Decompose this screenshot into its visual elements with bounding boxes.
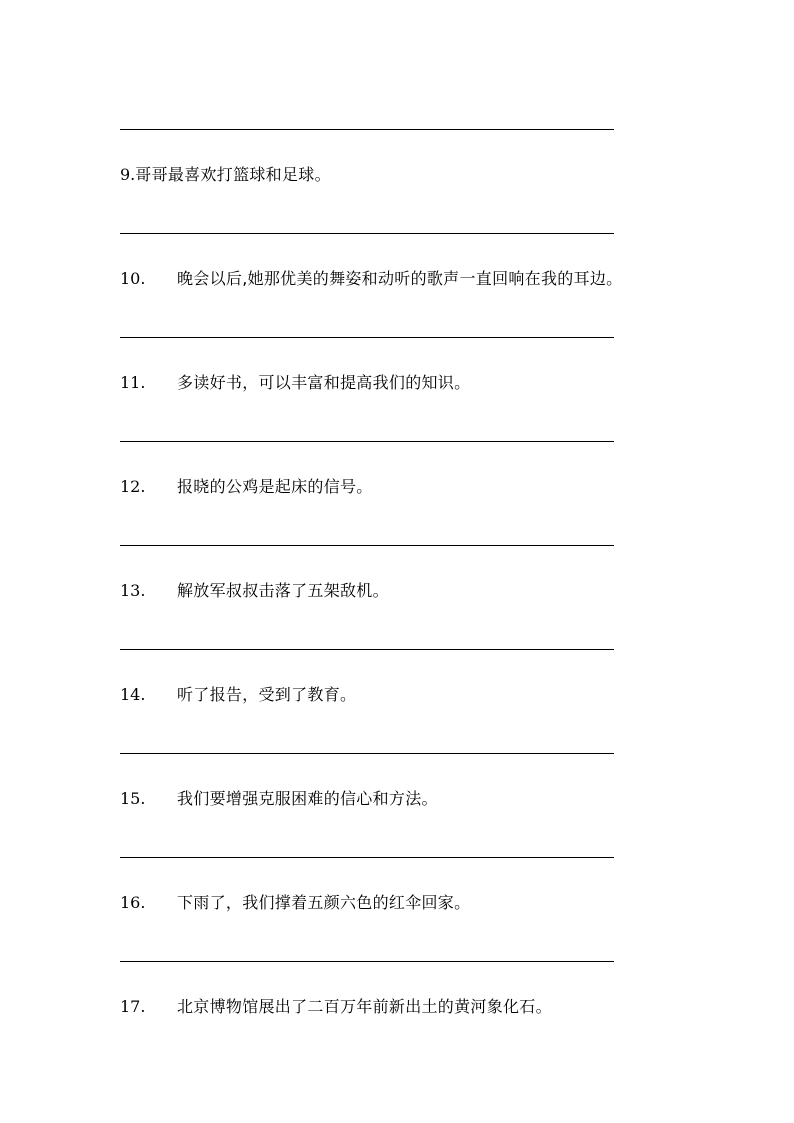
question-text: 听了报告，受到了教育。 [177,685,357,704]
question-number: 17. [120,997,146,1016]
question-text: 我们要增强克服困难的信心和方法。 [177,789,438,808]
answer-line [120,233,614,234]
answer-line [120,857,614,858]
question-13 [120,579,720,603]
question-10 [120,267,720,291]
question-number: 12. [120,477,146,496]
question-text: 哥哥最喜欢打篮球和足球。 [135,165,331,184]
question-number: 15. [120,789,146,808]
question-number: 10. [120,269,146,288]
question-text: 多读好书，可以丰富和提高我们的知识。 [177,373,471,392]
answer-line [120,753,614,754]
question-15 [120,787,720,811]
question-9 [120,163,720,187]
question-number: 14. [120,685,146,704]
question-12 [120,475,720,499]
question-text: 北京博物馆展出了二百万年前新出土的黄河象化石。 [177,997,552,1016]
answer-line [120,337,614,338]
question-17 [120,995,720,1019]
question-text: 晚会以后,她那优美的舞姿和动听的歌声一直回响在我的耳边。 [177,269,623,288]
question-number: 13. [120,581,146,600]
answer-line [120,129,614,130]
answer-line [120,441,614,442]
question-text: 下雨了，我们撑着五颜六色的红伞回家。 [177,893,471,912]
question-16 [120,891,720,915]
question-14 [120,683,720,707]
answer-line [120,961,614,962]
question-number: 11. [120,373,146,392]
answer-line [120,649,614,650]
question-number: 9. [120,165,136,184]
question-number: 16. [120,893,146,912]
question-text: 解放军叔叔击落了五架敌机。 [177,581,389,600]
answer-line [120,545,614,546]
question-text: 报晓的公鸡是起床的信号。 [177,477,373,496]
question-11 [120,371,720,395]
